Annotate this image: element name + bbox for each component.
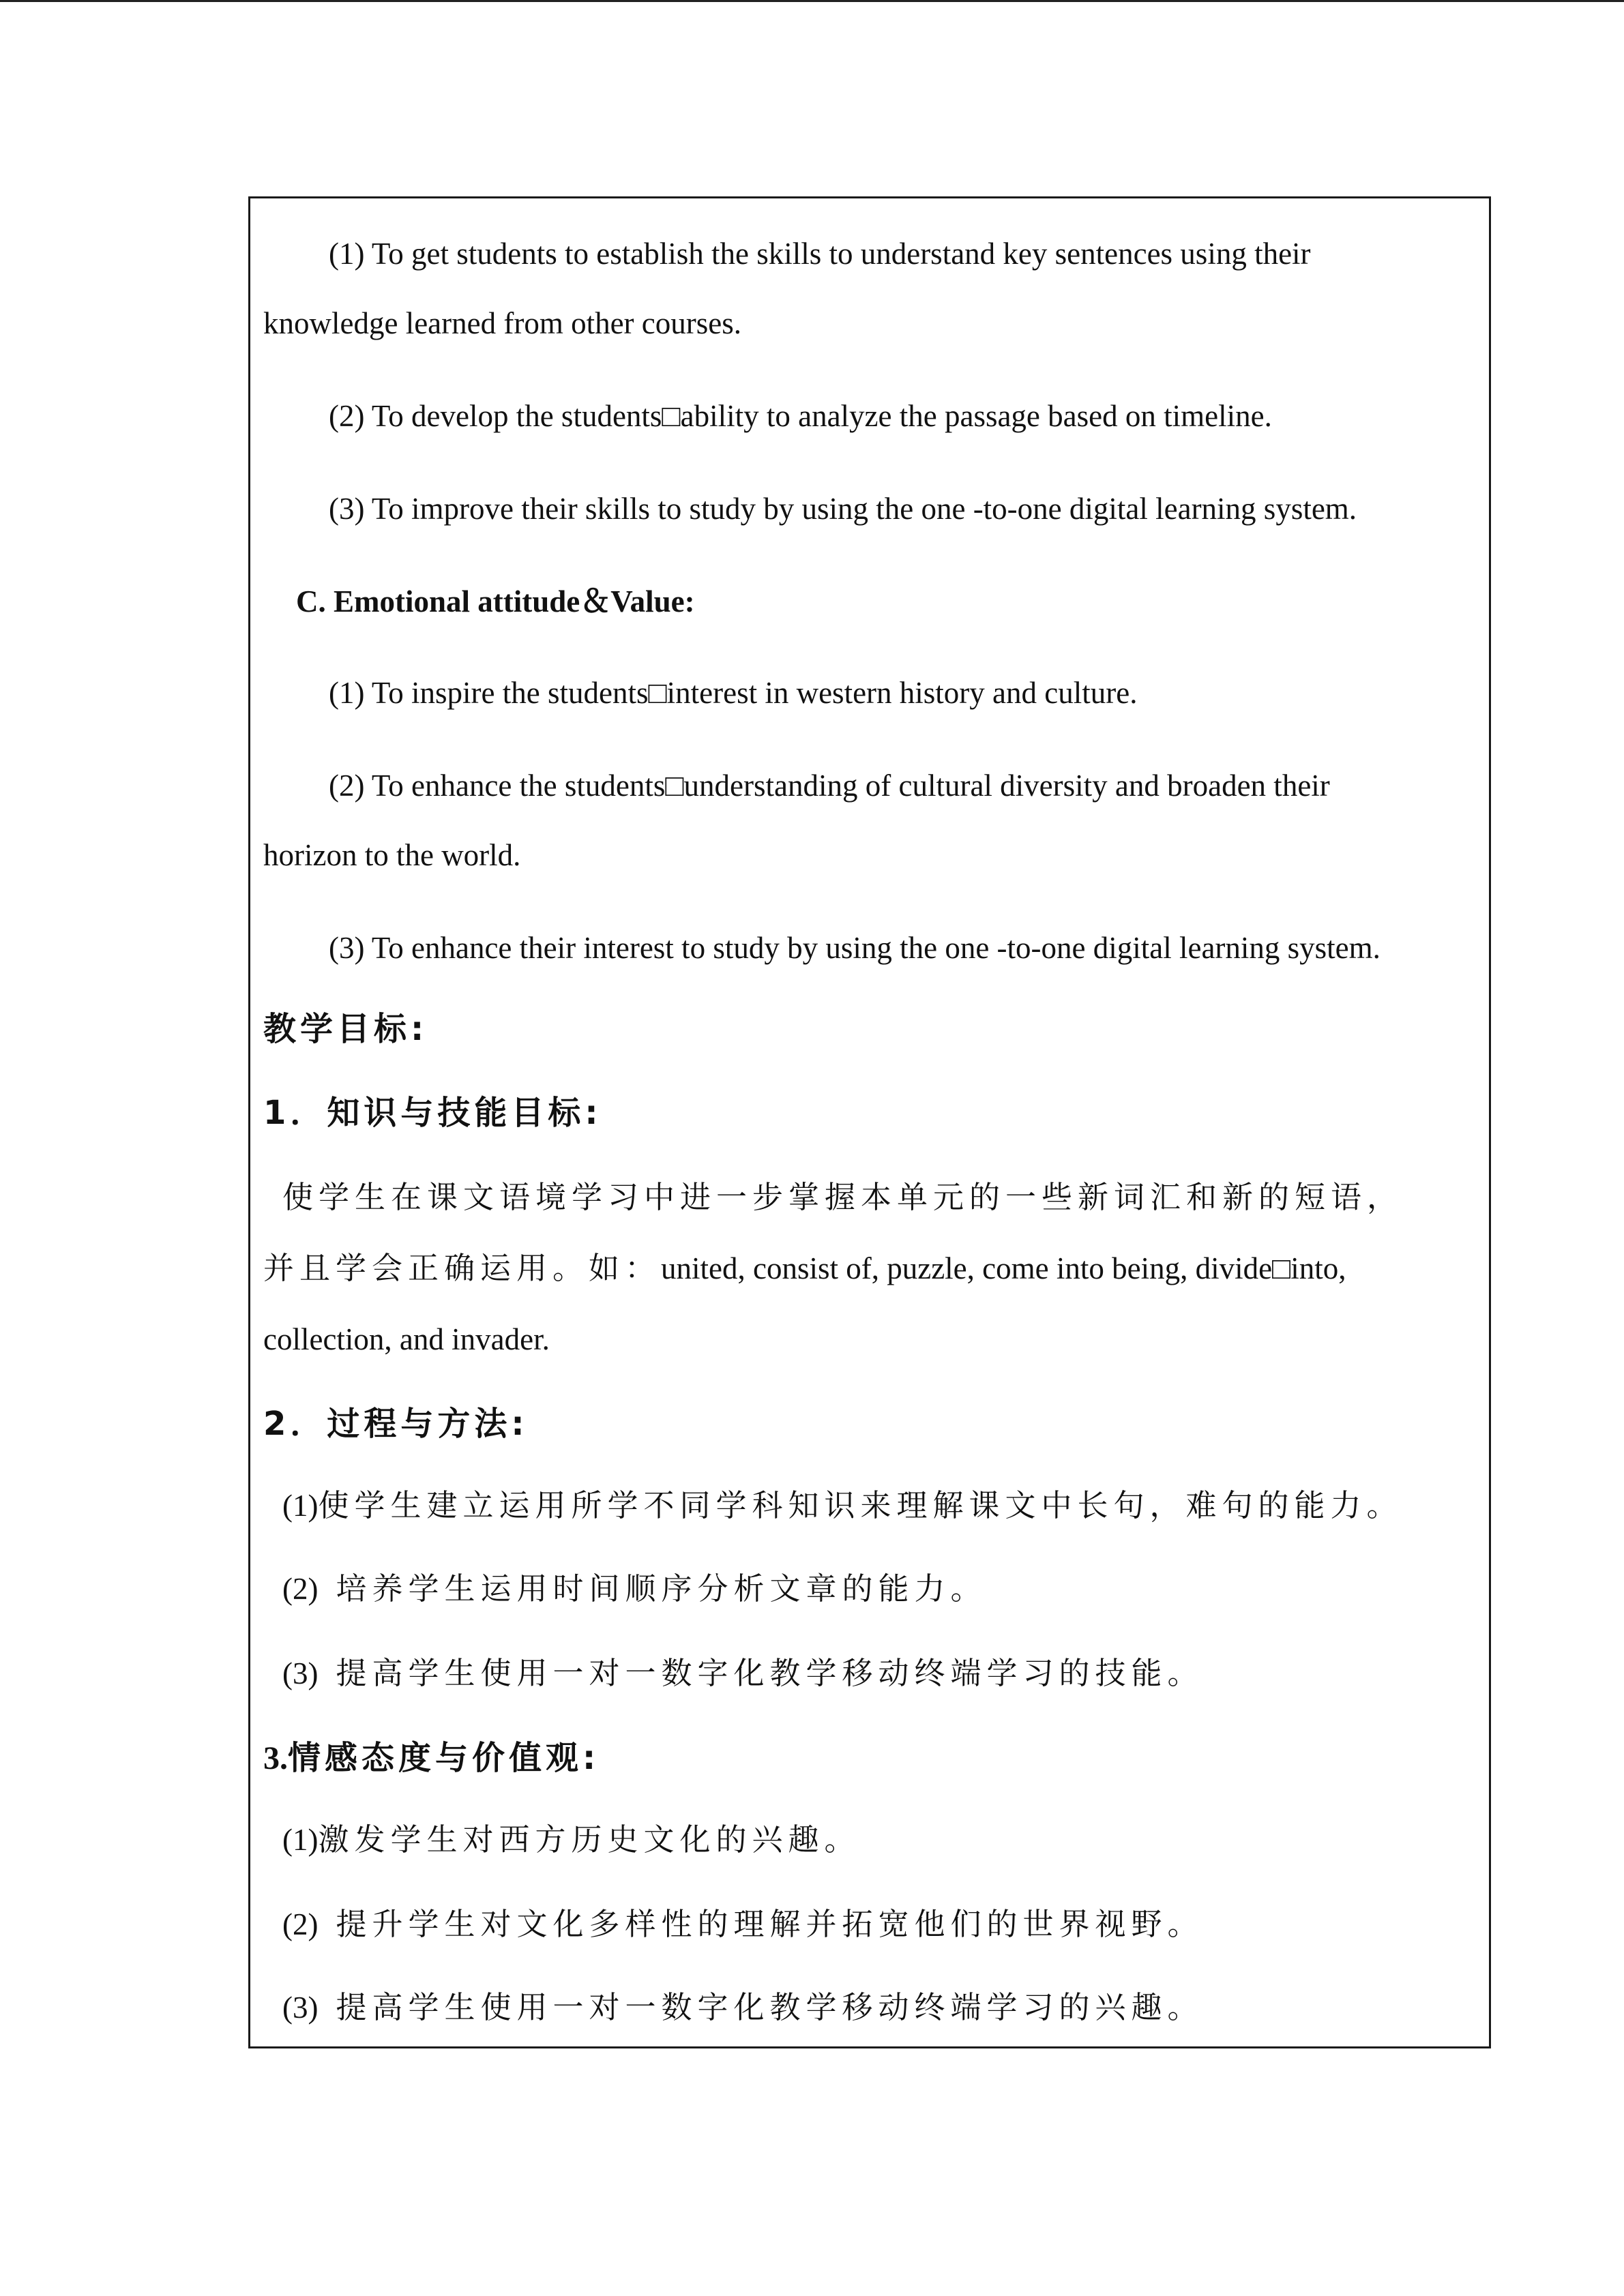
emotional-goal-1: (1) To inspire the students□interest in western history and culture. xyxy=(329,676,1138,710)
process-goal-2-text: 培养学生运用时间顺序分析文章的能力。 xyxy=(336,1570,987,1607)
emotional-attitude-heading: C. Emotional attitude＆Value: xyxy=(296,584,695,618)
emotional-goal-2-line1: (2) To enhance the students□understanding of cultural diversity and broaden their xyxy=(329,769,1330,803)
process-goal-1-text: 使学生建立运用所学不同学科知识来理解课文中长句，难句的能力。 xyxy=(318,1487,1403,1523)
emotion-goal-3-num: (3) xyxy=(282,1991,319,2025)
emotion-goal-2 xyxy=(282,1904,1204,1945)
process-goal-2-num: (2) xyxy=(282,1572,319,1606)
emotion-goal-1-text: 激发学生对西方历史文化的兴趣。 xyxy=(318,1821,861,1858)
emotion-goal-1 xyxy=(282,1819,861,1860)
emotion-values-heading xyxy=(263,1738,600,1779)
knowledge-goal-line1: 使学生在课文语境学习中进一步掌握本单元的一些新词汇和新的短语， xyxy=(282,1179,1404,1215)
emotional-goal-2-line2: horizon to the world. xyxy=(263,838,521,872)
skill-goal-2: (2) To develop the students□ability to analyze the passage based on timeline. xyxy=(329,399,1272,433)
skill-goal-3: (3) To improve their skills to study by using the one -to-one digital learning system. xyxy=(329,492,1357,526)
skill-goal-1-line1: (1) To get students to establish the skills to understand key sentences using their xyxy=(329,237,1311,271)
emotion-values-heading-text: 情感态度与价值观: xyxy=(288,1739,600,1777)
process-goal-1 xyxy=(282,1485,1403,1526)
process-method-heading: 2．过程与方法: xyxy=(263,1405,529,1443)
process-goal-3 xyxy=(282,1653,1204,1694)
process-goal-3-num: (3) xyxy=(282,1656,319,1690)
emotion-goal-1-num: (1) xyxy=(282,1823,319,1857)
knowledge-goal-line2 xyxy=(263,1248,1346,1289)
skill-goal-1-line2: knowledge learned from other courses. xyxy=(263,306,741,340)
knowledge-goal-line3: collection, and invader. xyxy=(263,1322,550,1356)
knowledge-goal-line2-en: united, consist of, puzzle, come into being, divide□into, xyxy=(661,1251,1346,1285)
emotion-goal-3 xyxy=(282,1987,1204,2028)
emotion-goal-2-num: (2) xyxy=(282,1907,319,1941)
emotion-goal-3-text: 提高学生使用一对一数字化教学移动终端学习的兴趣。 xyxy=(336,1989,1204,2025)
emotion-goal-2-text: 提升学生对文化多样性的理解并拓宽他们的世界视野。 xyxy=(336,1906,1204,1942)
emotion-values-heading-num: 3. xyxy=(263,1740,288,1776)
teaching-goals-heading: 教学目标: xyxy=(263,1010,428,1048)
emotional-goal-3: (3) To enhance their interest to study by using the one -to-one digital learning system. xyxy=(329,931,1381,965)
process-goal-2 xyxy=(282,1568,987,1609)
knowledge-goal-line2-zh: 并且学会正确运用。如： xyxy=(263,1250,662,1286)
process-goal-1-num: (1) xyxy=(282,1489,319,1523)
page-top-border xyxy=(0,0,1624,2)
process-goal-3-text: 提高学生使用一对一数字化教学移动终端学习的技能。 xyxy=(336,1655,1204,1691)
knowledge-skills-heading: 1．知识与技能目标: xyxy=(263,1094,602,1132)
